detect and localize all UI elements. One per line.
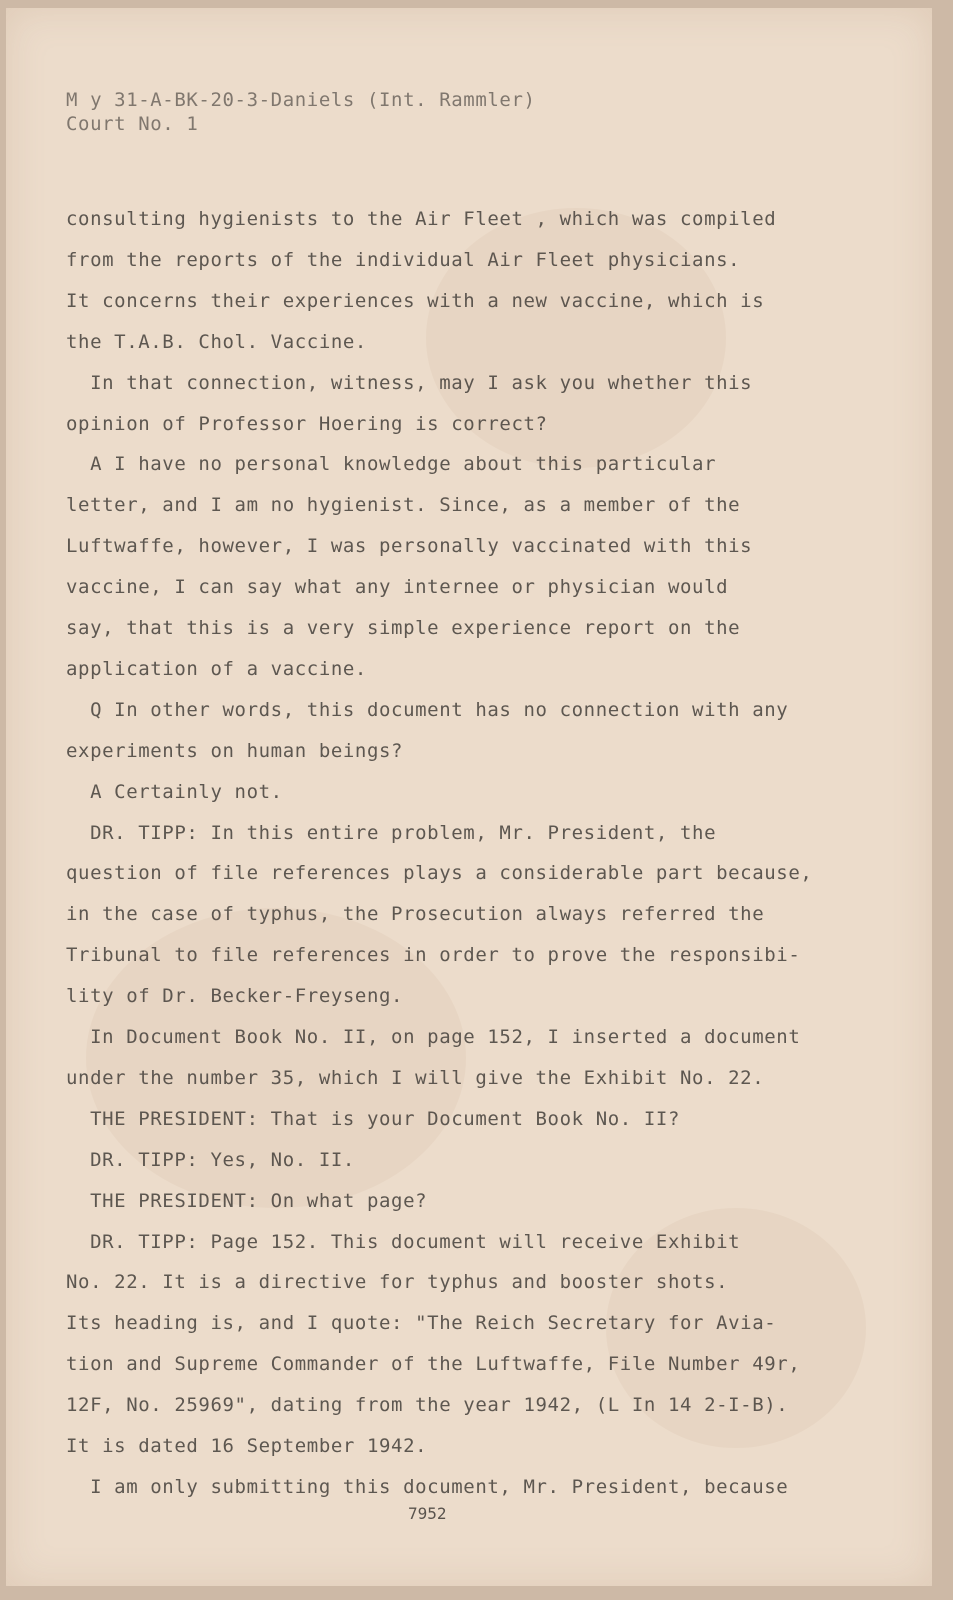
header-court-number: Court No. 1 bbox=[66, 113, 199, 135]
text-line: Luftwaffe, however, I was personally vaccinated with this bbox=[66, 535, 753, 558]
text-line: lity of Dr. Becker-Freyseng. bbox=[66, 985, 404, 1008]
text-line: from the reports of the individual Air Fleet physicians. bbox=[66, 248, 741, 271]
text-line: It concerns their experiences with a new vaccine, which is bbox=[66, 289, 765, 312]
text-line: question of file references plays a considerable part because, bbox=[66, 862, 813, 885]
text-line: tion and Supreme Commander of the Luftwaffe, File Number 49r, bbox=[66, 1353, 801, 1376]
text-line: in the case of typhus, the Prosecution always referred the bbox=[66, 903, 765, 926]
text-line: under the number 35, which I will give the Exhibit No. 22. bbox=[66, 1066, 765, 1089]
text-line: 12F, No. 25969", dating from the year 1942, (L In 14 2-I-B). bbox=[66, 1394, 789, 1417]
text-line: Q In other words, this document has no connection with any bbox=[66, 698, 789, 721]
text-line: consulting hygienists to the Air Fleet , which was compiled bbox=[66, 208, 777, 230]
text-line: In that connection, witness, may I ask you whether this bbox=[66, 371, 753, 394]
text-line: application of a vaccine. bbox=[66, 657, 367, 680]
text-line: I am only submitting this document, Mr. President, because bbox=[66, 1475, 789, 1498]
text-line: No. 22. It is a directive for typhus and booster shots. bbox=[66, 1271, 729, 1294]
text-line: vaccine, I can say what any internee or physician would bbox=[66, 576, 729, 599]
text-line: experiments on human beings? bbox=[66, 739, 404, 762]
text-line: the T.A.B. Chol. Vaccine. bbox=[66, 330, 367, 353]
text-line: letter, and I am no hygienist. Since, as a member of the bbox=[66, 494, 741, 517]
text-line: It is dated 16 September 1942. bbox=[66, 1435, 428, 1457]
text-line: DR. TIPP: Page 152. This document will receive Exhibit bbox=[66, 1230, 741, 1253]
text-line: say, that this is a very simple experience report on the bbox=[66, 617, 741, 639]
text-line: THE PRESIDENT: That is your Document Book No. II? bbox=[66, 1107, 680, 1130]
text-line: opinion of Professor Hoering is correct? bbox=[66, 412, 548, 435]
header-case-reference: M y 31-A-BK-20-3-Daniels (Int. Rammler) bbox=[66, 89, 536, 111]
page-number: 7952 bbox=[408, 1504, 447, 1523]
text-line: A I have no personal knowledge about this particular bbox=[66, 453, 717, 476]
text-line: THE PRESIDENT: On what page? bbox=[66, 1189, 428, 1212]
text-line: DR. TIPP: In this entire problem, Mr. President, the bbox=[66, 821, 717, 844]
text-line: Its heading is, and I quote: "The Reich Secretary for Avia- bbox=[66, 1312, 777, 1335]
text-line: A Certainly not. bbox=[66, 780, 283, 803]
text-line: In Document Book No. II, on page 152, I inserted a document bbox=[66, 1026, 801, 1048]
text-line: DR. TIPP: Yes, No. II. bbox=[66, 1148, 355, 1171]
text-line: Tribunal to file references in order to prove the responsibi- bbox=[66, 944, 801, 967]
